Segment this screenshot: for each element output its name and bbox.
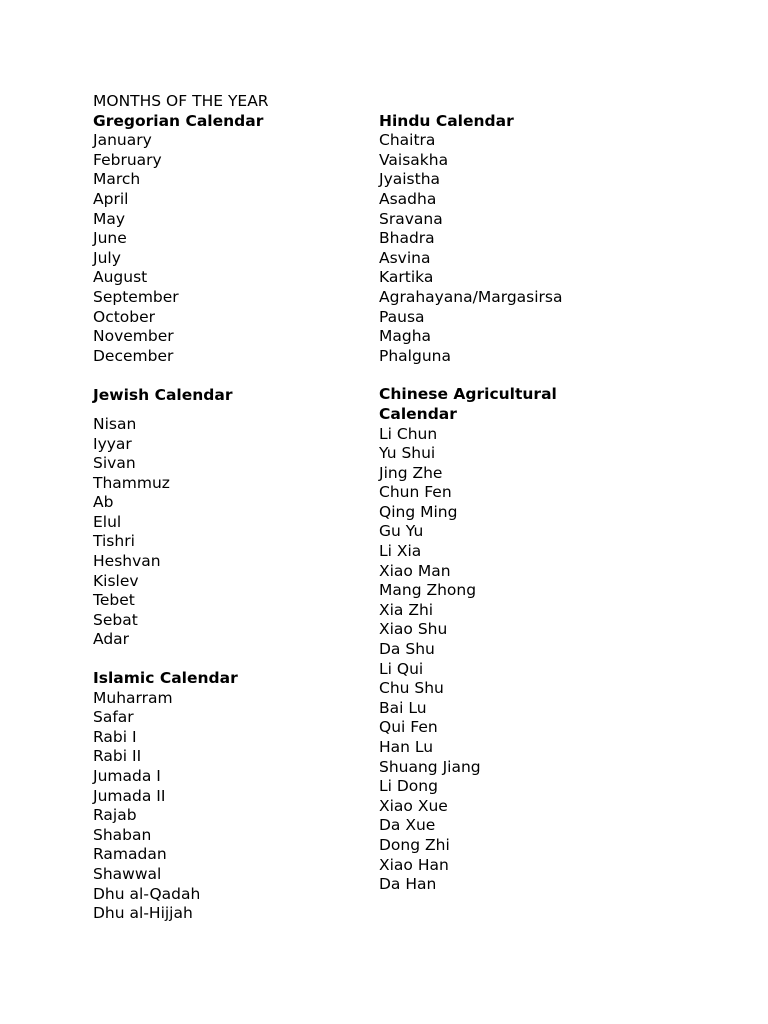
gregorian-month: September xyxy=(93,287,179,306)
gregorian-month: March xyxy=(93,170,141,189)
chinese-solar-term: Yu Shui xyxy=(379,444,436,463)
hindu-month: Agrahayana/Margasirsa xyxy=(379,287,563,306)
chinese-solar-term: Qui Fen xyxy=(379,718,438,737)
gregorian-month: August xyxy=(93,268,148,287)
jewish-month: Kislev xyxy=(93,571,139,590)
gregorian-month: June xyxy=(93,229,127,248)
hindu-month: Phalguna xyxy=(379,346,451,365)
islamic-month: Safar xyxy=(93,708,134,727)
chinese-solar-term: Gu Yu xyxy=(379,522,424,541)
chinese-solar-term: Xiao Man xyxy=(379,561,451,580)
hindu-calendar-heading: Hindu Calendar xyxy=(379,111,514,130)
hindu-calendar-section xyxy=(379,112,739,367)
jewish-month: Tishri xyxy=(93,532,135,551)
islamic-month: Shawwal xyxy=(93,864,162,883)
chinese-solar-term: Li Chun xyxy=(379,424,438,443)
chinese-solar-term: Da Xue xyxy=(379,816,436,835)
hindu-month: Pausa xyxy=(379,307,425,326)
hindu-month: Vaisakha xyxy=(379,150,449,169)
chinese-solar-term: Li Dong xyxy=(379,777,438,796)
chinese-solar-term: Li Qui xyxy=(379,659,424,678)
hindu-month-list xyxy=(379,131,739,366)
islamic-month: Shaban xyxy=(93,825,152,844)
jewish-month: Elul xyxy=(93,512,122,531)
islamic-month: Jumada II xyxy=(93,786,166,805)
jewish-month: Nisan xyxy=(93,414,137,433)
hindu-month: Jyaistha xyxy=(379,170,441,189)
chinese-solar-term: Xiao Xue xyxy=(379,796,448,815)
title-row-spacer xyxy=(379,92,739,112)
chinese-solar-term: Chu Shu xyxy=(379,679,444,698)
islamic-month: Rabi II xyxy=(93,747,142,766)
section-spacer xyxy=(93,366,363,386)
jewish-calendar-section xyxy=(93,386,363,650)
gregorian-month: July xyxy=(93,248,121,267)
chinese-term-list xyxy=(379,425,739,895)
gregorian-month: November xyxy=(93,327,174,346)
islamic-month: Rabi I xyxy=(93,727,137,746)
gregorian-month: February xyxy=(93,150,162,169)
jewish-month: Sivan xyxy=(93,454,136,473)
jewish-month: Sebat xyxy=(93,610,138,629)
islamic-month: Muharram xyxy=(93,688,173,707)
gregorian-month: December xyxy=(93,346,174,365)
chinese-solar-term: Li Xia xyxy=(379,542,422,561)
gregorian-calendar-heading: Gregorian Calendar xyxy=(93,111,264,130)
hindu-month: Magha xyxy=(379,327,432,346)
chinese-solar-term: Da Han xyxy=(379,875,437,894)
chinese-solar-term: Bai Lu xyxy=(379,698,427,717)
islamic-calendar-section xyxy=(93,669,363,924)
islamic-month: Dhu al-Qadah xyxy=(93,884,201,903)
islamic-month: Dhu al-Hijjah xyxy=(93,904,193,923)
gregorian-month-list xyxy=(93,131,363,366)
left-column xyxy=(93,92,363,924)
chinese-solar-term: Han Lu xyxy=(379,738,434,756)
jewish-month: Iyyar xyxy=(93,434,132,453)
chinese-calendar-section xyxy=(379,385,739,894)
hindu-month: Asadha xyxy=(379,189,437,208)
jewish-month: Adar xyxy=(93,630,130,649)
hindu-month: Bhadra xyxy=(379,229,435,248)
jewish-month: Thammuz xyxy=(93,473,170,492)
chinese-solar-term: Mang Zhong xyxy=(379,581,477,600)
gregorian-month: October xyxy=(93,307,156,326)
right-column xyxy=(379,92,739,895)
hindu-month: Kartika xyxy=(379,268,434,287)
chinese-solar-term: Dong Zhi xyxy=(379,835,450,854)
islamic-month: Jumada I xyxy=(93,767,161,785)
hindu-month: Chaitra xyxy=(379,131,436,150)
chinese-calendar-heading-line2: Calendar xyxy=(379,404,457,423)
islamic-calendar-heading: Islamic Calendar xyxy=(93,669,238,688)
document-title: MONTHS OF THE YEAR xyxy=(93,92,269,110)
jewish-month: Tebet xyxy=(93,591,135,610)
islamic-month-list xyxy=(93,689,363,924)
jewish-month: Heshvan xyxy=(93,552,161,571)
chinese-solar-term: Xiao Han xyxy=(379,855,449,874)
section-spacer xyxy=(93,650,363,669)
chinese-solar-term: Shuang Jiang xyxy=(379,757,481,776)
gregorian-month: April xyxy=(93,189,129,208)
islamic-month: Ramadan xyxy=(93,845,167,864)
chinese-solar-term: Jing Zhe xyxy=(379,463,443,482)
gregorian-calendar-section xyxy=(93,112,363,367)
chinese-solar-term: Xiao Shu xyxy=(379,620,448,639)
chinese-solar-term: Xia Zhi xyxy=(379,600,434,619)
chinese-solar-term: Qing Ming xyxy=(379,502,458,521)
gregorian-month: January xyxy=(93,131,152,150)
chinese-solar-term: Da Shu xyxy=(379,640,435,659)
jewish-month-list xyxy=(93,415,363,650)
chinese-solar-term: Chun Fen xyxy=(379,483,452,502)
hindu-month: Asvina xyxy=(379,248,431,267)
section-spacer xyxy=(379,366,739,385)
jewish-month: Ab xyxy=(93,493,114,512)
gregorian-month: May xyxy=(93,209,126,228)
chinese-calendar-heading-line1: Chinese Agricultural xyxy=(379,385,557,404)
jewish-calendar-heading: Jewish Calendar xyxy=(93,386,233,405)
islamic-month: Rajab xyxy=(93,806,137,825)
hindu-month: Sravana xyxy=(379,209,443,228)
